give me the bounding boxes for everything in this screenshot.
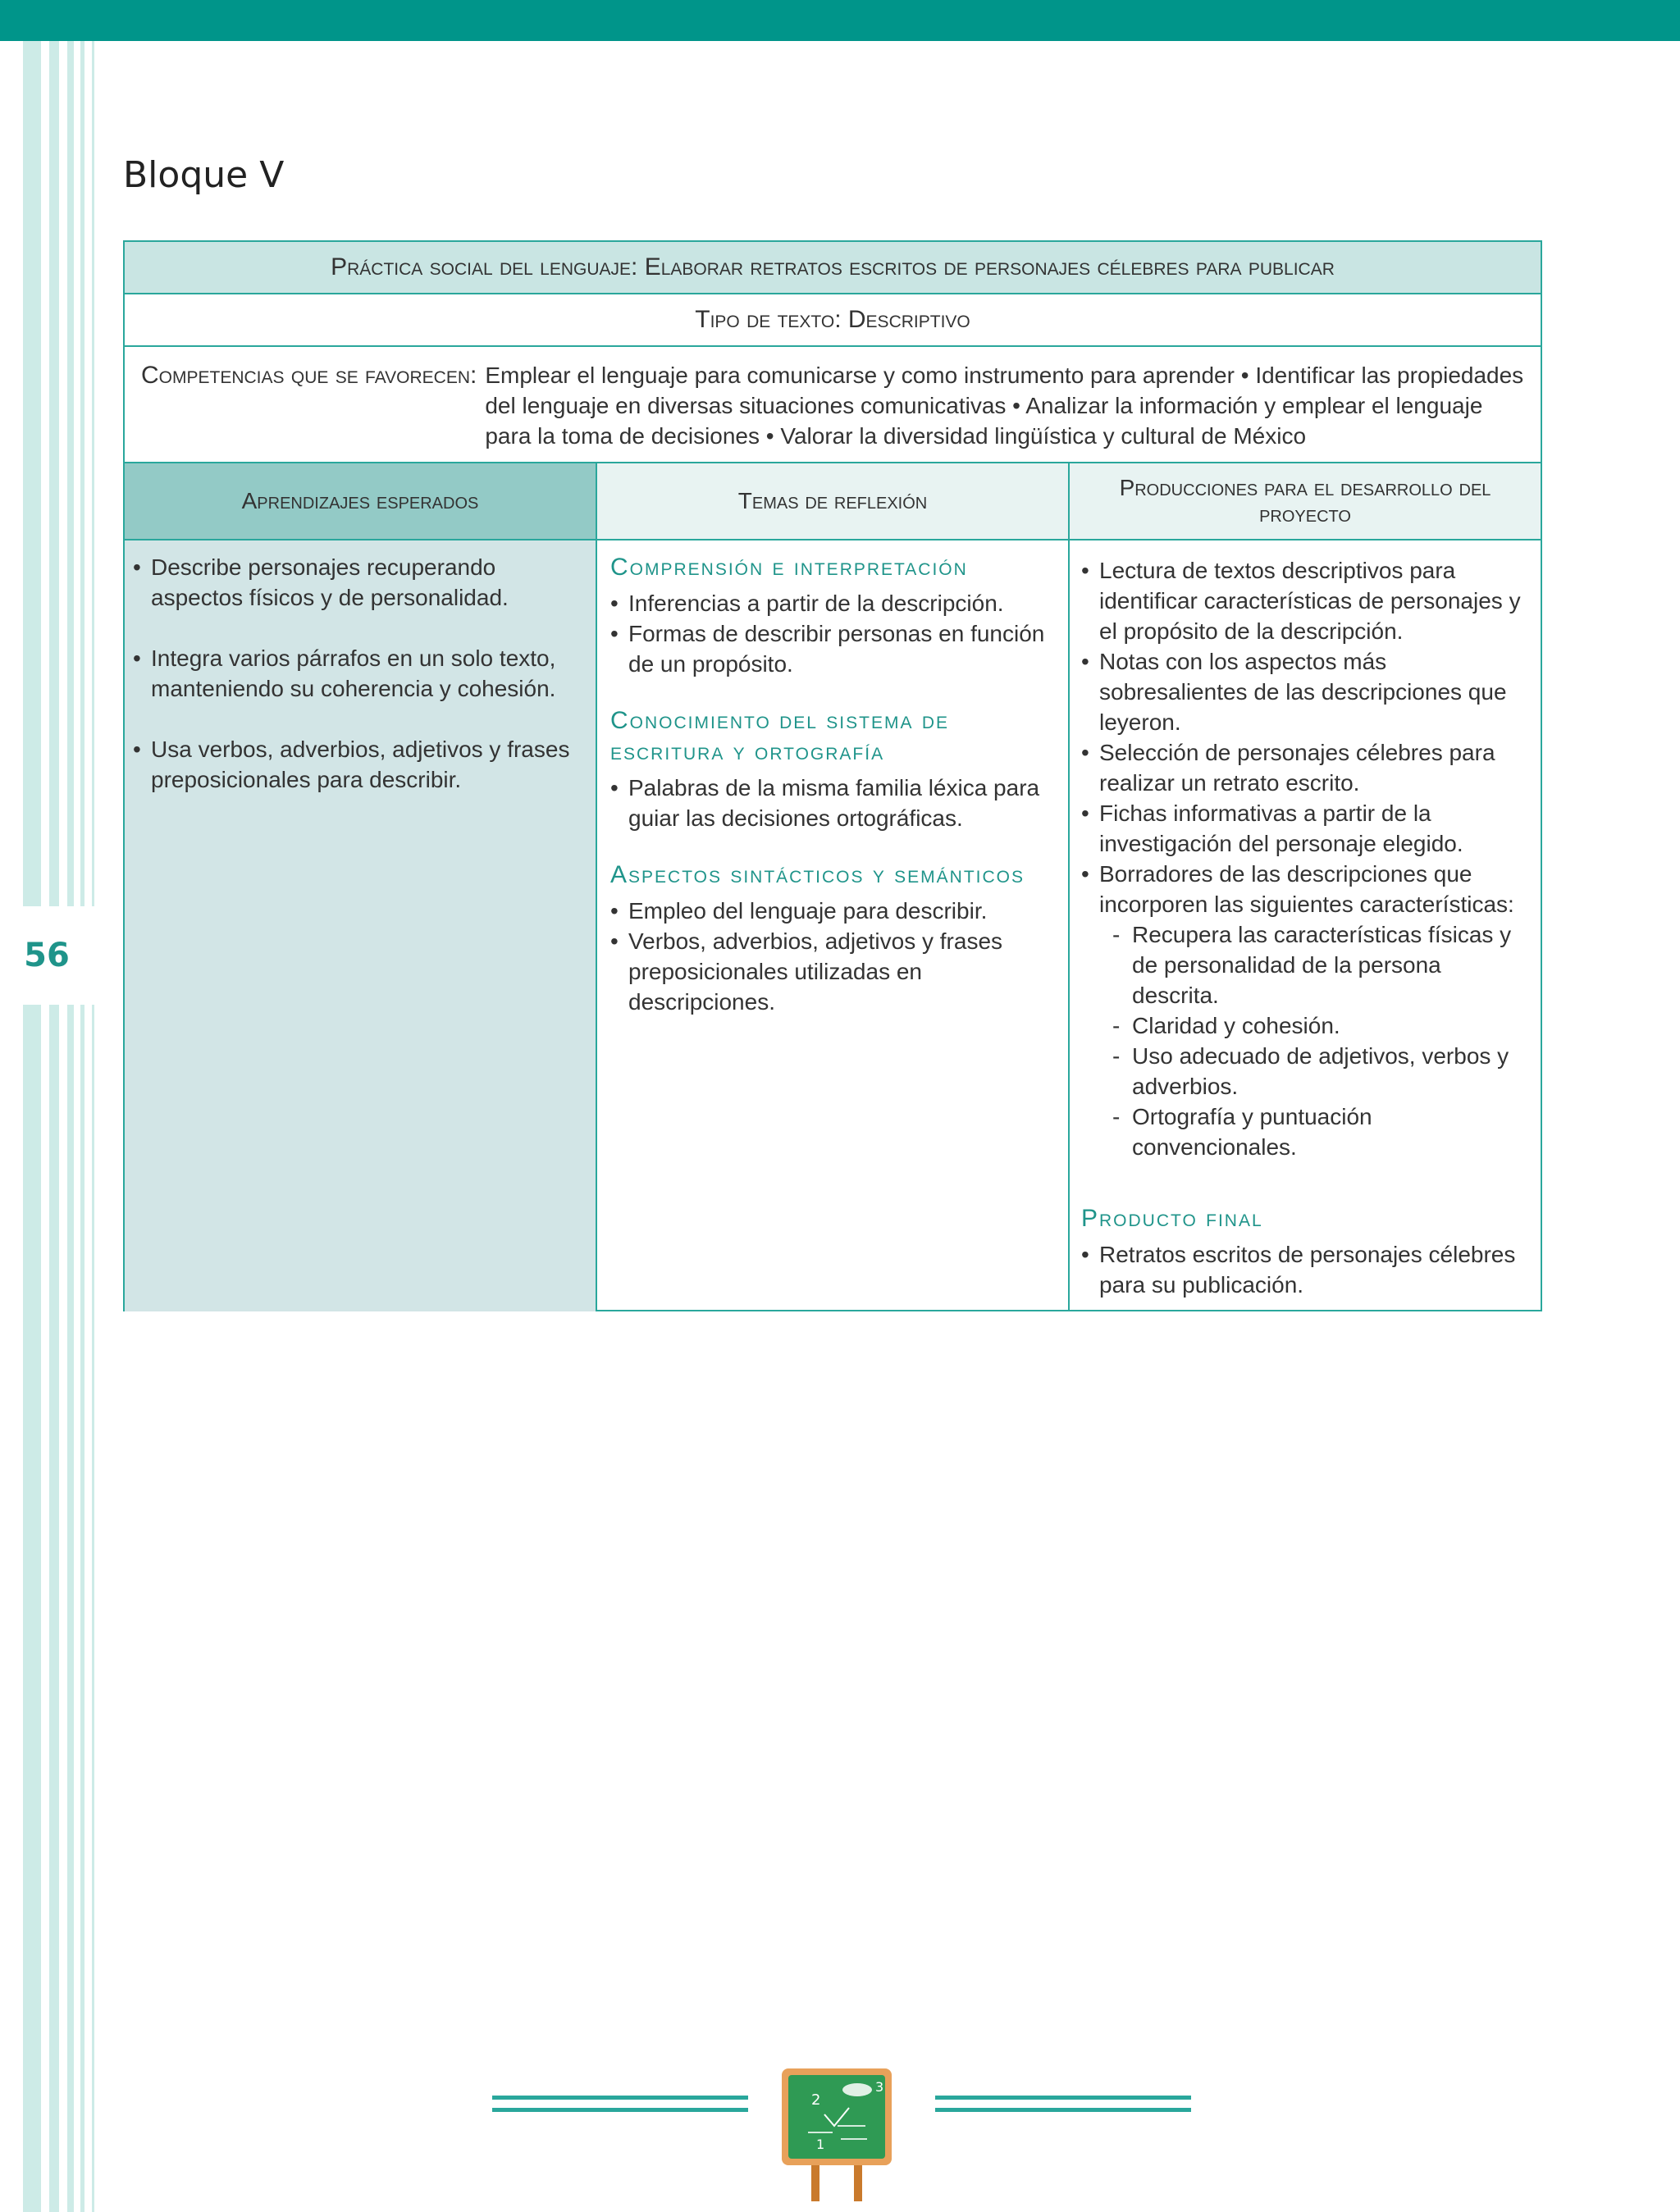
list-item: • Fichas informativas a partir de la investigación del personaje elegido. [1081,798,1529,859]
section-heading-producto-final: Producto final [1081,1205,1263,1232]
list-item: • Integra varios párrafos en un solo texto, manteniendo su coherencia y cohesión. [133,643,584,704]
section-heading-aspectos: Aspectos sintácticos y semánticos [610,861,1025,888]
competencias-label: Competencias que se favorecen: [141,362,477,389]
practica-row [125,242,1541,294]
practica-text: Práctica social del lenguaje: Elaborar retratos escritos de personajes célebres para publicar [331,253,1335,280]
board-number-3: 3 [875,2079,884,2095]
producciones-column [1070,540,1541,1311]
page-number: 56 [24,937,70,974]
header-temas: Temas de reflexión [597,463,1070,539]
list-item: • Formas de describir personas en función de un propósito. [610,618,1055,679]
board-number-1: 1 [816,2137,825,2152]
side-stripes [0,41,107,2212]
sub-list-item: - Recupera las características físicas y de personalidad de la persona descrita. [1081,919,1529,1010]
list-item: • Verbos, adverbios, adjetivos y frases preposicionales utilizadas en descripciones. [610,926,1055,1017]
list-item: • Usa verbos, adverbios, adjetivos y frases preposicionales para describir. [133,734,584,795]
footer-line-left [492,2096,748,2100]
temas-column [597,540,1070,1311]
body-row [125,540,1541,1311]
competencias-text: Emplear el lenguaje para comunicarse y como instrumento para aprender • Identificar las propiedades del lenguaje en diversas situaciones comunicativas • Analizar la información y emplear el lenguaje para la toma de decisiones • Valorar la diversidad lingüística y cultural de México [485,363,1524,449]
footer-line-right [935,2096,1191,2100]
list-item: • Empleo del lenguaje para describir. [610,896,1055,926]
section-heading-comprension: Comprensión e interpretación [610,554,968,581]
competencias-row [125,347,1541,463]
page-title: Bloque V [123,154,285,196]
sub-list-item: - Uso adecuado de adjetivos, verbos y adverbios. [1081,1041,1529,1101]
aprendizajes-column [125,540,597,1311]
page-number-box [0,906,107,1005]
section-heading-conocimiento: Conocimiento del sistema de escritura y ortografía [610,707,949,765]
list-item: • Lectura de textos descriptivos para identificar características de personajes y el propósito de la descripción. [1081,555,1529,646]
list-item: • Describe personajes recuperando aspectos físicos y de personalidad. [133,552,584,613]
list-item: • Palabras de la misma familia léxica para guiar las decisiones ortográficas. [610,773,1055,833]
tipo-text: Tipo de texto: Descriptivo [695,306,970,333]
list-item: • Inferencias a partir de la descripción. [610,588,1055,618]
footer-line-left-2 [492,2108,748,2112]
header-aprendizajes: Aprendizajes esperados [125,463,597,539]
top-banner [0,0,1680,41]
chalkboard-icon [775,2057,898,2205]
sub-list-item: - Claridad y cohesión. [1081,1010,1529,1041]
list-item: • Selección de personajes célebres para realizar un retrato escrito. [1081,737,1529,798]
content-table [123,240,1542,1311]
tipo-row [125,294,1541,347]
sub-list-item: - Ortografía y puntuación convencionales. [1081,1101,1529,1162]
list-item: • Borradores de las descripciones que incorporen las siguientes características: [1081,859,1529,919]
list-item: • Retratos escritos de personajes célebres para su publicación. [1081,1239,1529,1300]
list-item: • Notas con los aspectos más sobresalientes de las descripciones que leyeron. [1081,646,1529,737]
footer-line-right-2 [935,2108,1191,2112]
header-producciones: Producciones para el desarrollo del proyecto [1070,463,1541,539]
column-headers [125,463,1541,540]
board-number-2: 2 [811,2091,821,2109]
